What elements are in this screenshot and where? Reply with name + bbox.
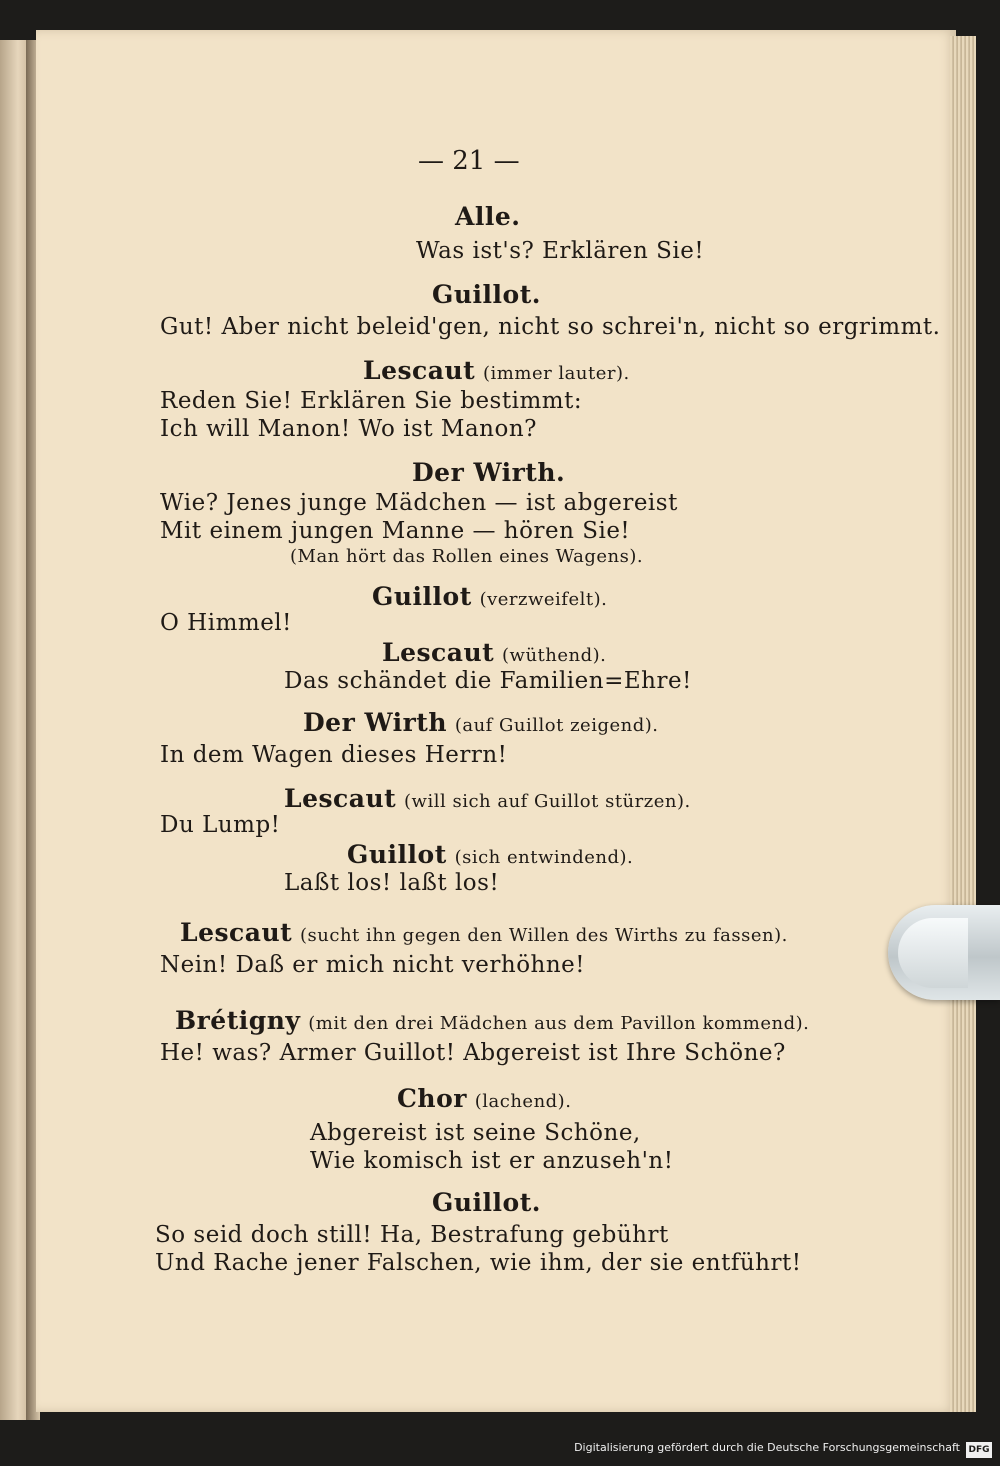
stage-direction: (mit den drei Mädchen aus dem Pavillon kommend). [308, 1013, 810, 1034]
speaker-line [382, 638, 606, 667]
stage-direction: (lachend). [474, 1091, 572, 1112]
dialogue-line: O Himmel! [160, 610, 292, 636]
speaker-line [455, 202, 521, 231]
speaker-name: Guillot [372, 582, 472, 611]
speaker-name: Lescaut [180, 918, 293, 947]
dialogue-line: Laßt los! laßt los! [284, 870, 500, 896]
stage-direction: (immer lauter). [483, 363, 630, 384]
speaker-name: Guillot. [432, 280, 541, 309]
dialogue-line: Mit einem jungen Manne — hören Sie! [160, 518, 631, 544]
stage-direction: (auf Guillot zeigend). [454, 715, 659, 736]
speaker-name: Brétigny [175, 1006, 301, 1035]
dialogue-line: Das schändet die Familien=Ehre! [284, 668, 692, 694]
dialogue-line: In dem Wagen dieses Herrn! [160, 742, 508, 768]
speaker-line [284, 784, 691, 813]
speaker-line [432, 1188, 541, 1217]
speaker-line [363, 356, 630, 385]
speaker-name: Alle. [455, 202, 521, 231]
speaker-name: Lescaut [382, 638, 495, 667]
speaker-line [372, 582, 607, 611]
stage-direction: (sucht ihn gegen den Willen des Wirths zu fassen). [300, 925, 788, 946]
dialogue-line: Und Rache jener Falschen, wie ihm, der sie entführt! [155, 1250, 802, 1276]
stage-direction: (verzweifelt). [479, 589, 608, 610]
speaker-line [432, 280, 541, 309]
speaker-name: Guillot. [432, 1188, 541, 1217]
stage-direction: (will sich auf Guillot stürzen). [404, 791, 691, 812]
dialogue-line: Gut! Aber nicht beleid'gen, nicht so schrei'n, nicht so ergrimmt. [160, 314, 941, 340]
speaker-line [347, 840, 633, 869]
dialogue-line: Abgereist ist seine Schöne, [310, 1120, 641, 1146]
dialogue-line: Nein! Daß er mich nicht verhöhne! [160, 952, 586, 978]
speaker-name: Lescaut [284, 784, 397, 813]
dialogue-line: So seid doch still! Ha, Bestrafung gebührt [155, 1222, 669, 1248]
dialogue-line: Du Lump! [160, 812, 281, 838]
dialogue-line: Wie komisch ist er anzuseh'n! [310, 1148, 674, 1174]
stage-direction: (sich entwindend). [454, 847, 634, 868]
speaker-line [180, 918, 788, 947]
speaker-line [175, 1006, 809, 1035]
dfg-logo: DFG [966, 1442, 992, 1458]
dialogue-line: Was ist's? Erklären Sie! [416, 238, 705, 264]
digitization-credit: Digitalisierung gefördert durch die Deutsche Forschungsgemeinschaft [574, 1441, 960, 1454]
dialogue-line: Reden Sie! Erklären Sie bestimmt: [160, 388, 583, 414]
speaker-name: Lescaut [363, 356, 476, 385]
speaker-name: Chor [397, 1084, 467, 1113]
page-number: — 21 — [418, 146, 520, 176]
dialogue-line: He! was? Armer Guillot! Abgereist ist Ihre Schöne? [160, 1040, 786, 1066]
speaker-name: Guillot [347, 840, 447, 869]
page-stack-edge [950, 36, 976, 1412]
page-clip-highlight [898, 918, 968, 988]
speaker-line [397, 1084, 571, 1113]
speaker-name: Der Wirth. [412, 458, 566, 487]
stage-direction: (wüthend). [502, 645, 607, 666]
speaker-line [303, 708, 659, 737]
dialogue-line: Ich will Manon! Wo ist Manon? [160, 416, 537, 442]
speaker-name: Der Wirth [303, 708, 447, 737]
stage-direction: (Man hört das Rollen eines Wagens). [290, 546, 644, 567]
speaker-line [412, 458, 565, 487]
dialogue-line: Wie? Jenes junge Mädchen — ist abgereist [160, 490, 678, 516]
